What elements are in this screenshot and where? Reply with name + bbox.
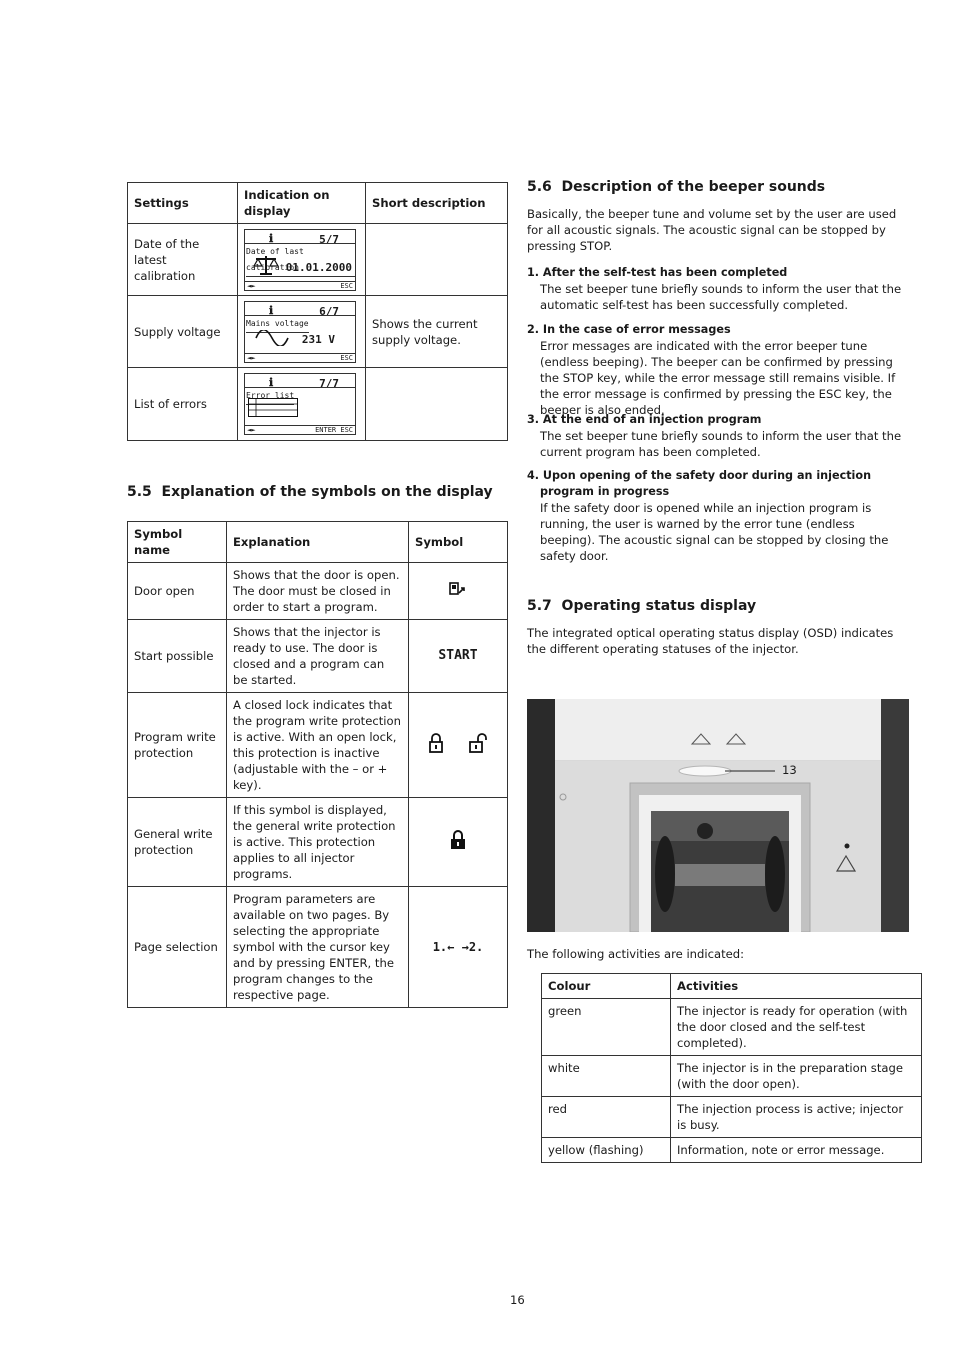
beeper-item-4-title: 4. Upon opening of the safety door during an injection program in progress bbox=[527, 469, 872, 498]
section-5-6-intro: Basically, the beeper tune and volume set by the user are used for all acoustic signals. The acoustic signal can be stopped by pressing STOP. bbox=[527, 207, 897, 253]
injector-photo bbox=[527, 699, 909, 932]
start-symbol: START bbox=[409, 620, 508, 693]
scale-icon bbox=[253, 254, 279, 276]
closed-lock-icon bbox=[428, 733, 444, 753]
status-colour: yellow (flashing) bbox=[542, 1138, 671, 1163]
setting-description: Shows the current supply voltage. bbox=[366, 296, 508, 368]
section-5-5-heading: 5.5 Explanation of the symbols on the display bbox=[127, 484, 493, 500]
table-row bbox=[128, 887, 508, 1008]
lcd-display-calibration: ℹ 5/7 Date of last calibration 01.01.2000 ◄► ESC bbox=[244, 229, 356, 291]
filled-lock-icon bbox=[449, 830, 467, 850]
header-settings: Settings bbox=[128, 183, 238, 224]
callout-13: 13 bbox=[782, 763, 797, 777]
table-row bbox=[128, 563, 508, 620]
section-5-7-heading: 5.7 Operating status display bbox=[527, 598, 757, 614]
beeper-item-3-body: The set beeper tune briefly sounds to inform the user that the current program has been completed. bbox=[540, 429, 902, 459]
info-icon: ℹ bbox=[269, 303, 274, 317]
symbol-explanation: A closed lock indicates that the program write protection is active. With an open lock, this protection is inactive (adjustable with the – or + key). bbox=[227, 693, 409, 798]
symbol-name: Page selection bbox=[128, 887, 227, 1008]
door-open-icon bbox=[449, 582, 467, 596]
display-cell bbox=[238, 296, 366, 368]
symbol-cell bbox=[409, 693, 508, 798]
status-table bbox=[541, 973, 922, 1163]
status-colour: red bbox=[542, 1097, 671, 1138]
symbol-cell bbox=[409, 798, 508, 887]
following-activities: The following activities are indicated: bbox=[527, 947, 745, 961]
table-row bbox=[542, 999, 922, 1056]
header-symbol-name: Symbol name bbox=[128, 522, 227, 563]
symbols-table bbox=[127, 521, 508, 1008]
header-symbol: Symbol bbox=[409, 522, 508, 563]
symbol-explanation: If this symbol is displayed, the general write protection is active. This protection applies to all injector programs. bbox=[227, 798, 409, 887]
info-icon: ℹ bbox=[269, 376, 274, 389]
section-5-6-heading: 5.6 Description of the beeper sounds bbox=[527, 179, 826, 195]
symbol-name: Door open bbox=[128, 563, 227, 620]
symbol-explanation: Shows that the door is open. The door must be closed in order to start a program. bbox=[227, 563, 409, 620]
symbol-name: Program write protection bbox=[128, 693, 227, 798]
page-number: 16 bbox=[510, 1293, 525, 1307]
settings-table bbox=[127, 182, 508, 441]
header-explanation: Explanation bbox=[227, 522, 409, 563]
setting-name: List of errors bbox=[128, 368, 238, 441]
beeper-item-3-title: 3. At the end of an injection program bbox=[527, 413, 762, 426]
header-short-description: Short description bbox=[366, 183, 508, 224]
error-list-grid-icon bbox=[248, 398, 298, 418]
status-activity: The injector is ready for operation (with the door closed and the self-test completed). bbox=[671, 999, 922, 1056]
display-cell bbox=[238, 368, 366, 441]
symbol-explanation: Shows that the injector is ready to use. The door is closed and a program can be started. bbox=[227, 620, 409, 693]
status-colour: green bbox=[542, 999, 671, 1056]
table-row bbox=[128, 368, 508, 441]
setting-description bbox=[366, 224, 508, 296]
status-activity: Information, note or error message. bbox=[671, 1138, 922, 1163]
lcd-display-voltage: ℹ 6/7 Mains voltage 231 V ◄► ESC bbox=[244, 301, 356, 363]
table-row bbox=[128, 296, 508, 368]
symbol-name: Start possible bbox=[128, 620, 227, 693]
display-cell bbox=[238, 224, 366, 296]
status-colour: white bbox=[542, 1056, 671, 1097]
beeper-item-4-body: If the safety door is opened while an injection program is running, the user is warned by the error tune (endless beeping). The acoustic signal can be stopped by closing the safety door. bbox=[540, 501, 889, 563]
symbol-name: General write protection bbox=[128, 798, 227, 887]
info-icon: ℹ bbox=[269, 231, 274, 245]
sine-wave-icon bbox=[255, 330, 289, 346]
setting-name: Date of the latest calibration bbox=[128, 224, 238, 296]
open-lock-icon bbox=[468, 733, 488, 753]
page-selection-symbol: 1.← →2. bbox=[409, 887, 508, 1008]
status-activity: The injection process is active; injector is busy. bbox=[671, 1097, 922, 1138]
table-row bbox=[128, 224, 508, 296]
setting-name: Supply voltage bbox=[128, 296, 238, 368]
section-5-7-intro: The integrated optical operating status display (OSD) indicates the different operating statuses of the injector. bbox=[527, 626, 894, 656]
beeper-item-1-title: 1. After the self-test has been completed bbox=[527, 266, 788, 279]
symbol-explanation: Program parameters are available on two pages. By selecting the appropriate symbol with the cursor key and by pressing ENTER, the program changes to the respective page. bbox=[227, 887, 409, 1008]
header-colour: Colour bbox=[542, 974, 671, 999]
setting-description bbox=[366, 368, 508, 441]
beeper-item-2-body: Error messages are indicated with the error beeper tune (endless beeping). The beeper can be confirmed by pressing the STOP key, while the error message still remains visible. If the error message is confirmed by pressing the ESC key, the beeper is also ended. bbox=[540, 339, 896, 417]
beeper-item-1-body: The set beeper tune briefly sounds to inform the user that the automatic self-test has been successfully completed. bbox=[540, 282, 902, 312]
symbol-cell bbox=[409, 563, 508, 620]
beeper-item-2-title: 2. In the case of error messages bbox=[527, 323, 731, 336]
status-activity: The injector is in the preparation stage (with the door open). bbox=[671, 1056, 922, 1097]
table-row bbox=[542, 1138, 922, 1163]
table-row bbox=[128, 798, 508, 887]
lcd-display-errors: ℹ 7/7 Error list ◄► ENTER ESC bbox=[244, 373, 356, 435]
header-activities: Activities bbox=[671, 974, 922, 999]
table-row bbox=[542, 1097, 922, 1138]
table-row bbox=[128, 620, 508, 693]
table-row bbox=[128, 693, 508, 798]
header-indication: Indication on display bbox=[238, 183, 366, 224]
table-row bbox=[542, 1056, 922, 1097]
